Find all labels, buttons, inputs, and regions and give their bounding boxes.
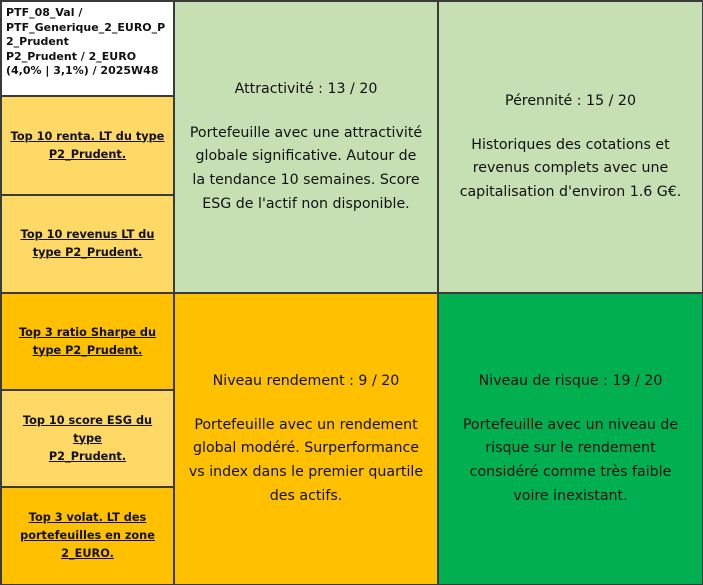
link-text-line[interactable]: Top 10 renta. LT du type — [10, 129, 165, 143]
quadrant-title: Niveau de risque : 19 / 20 — [478, 372, 663, 389]
quadrant-text — [460, 134, 682, 205]
quadrant-text-line: considéré comme très faible — [469, 464, 672, 480]
link-text-line[interactable]: type P2_Prudent. — [32, 343, 143, 357]
quadrant-text-line: global modéré. Surperformance — [193, 440, 419, 457]
header-line: PTF_Generique_2_EURO_P — [6, 20, 166, 34]
link-text[interactable] — [19, 324, 156, 360]
link-text-line[interactable]: Top 3 ratio Sharpe du — [18, 325, 157, 339]
link-text[interactable] — [20, 509, 155, 563]
quadrant-rendement — [174, 293, 438, 585]
quadrant-text-line: Portefeuille avec une attractivité — [189, 124, 423, 141]
quadrant-text — [463, 414, 678, 508]
quadrant-text-line: revenus complets avec une — [472, 160, 669, 177]
link-top10-renta[interactable] — [1, 96, 174, 195]
quadrant-title: Pérennité : 15 / 20 — [505, 92, 636, 109]
link-text[interactable] — [21, 226, 155, 262]
quadrant-text-line: risque sur le rendement — [485, 440, 656, 457]
link-top3-volat[interactable] — [1, 487, 174, 585]
quadrant-text — [190, 122, 422, 216]
quadrant-text-line: la tendance 10 semaines. Score — [192, 172, 420, 188]
quadrant-text-line: des actifs. — [269, 487, 343, 504]
link-text-line[interactable]: type P2_Prudent. — [32, 246, 143, 259]
link-text[interactable] — [11, 128, 165, 164]
quadrant-risque — [438, 293, 703, 585]
quadrant-text-line: Historiques des cotations et — [471, 136, 670, 153]
quadrant-title: Niveau rendement : 9 / 20 — [212, 372, 400, 389]
quadrant-text-line: voire inexistant. — [513, 487, 628, 504]
quadrant-text-line: capitalisation d'environ 1.6 G€. — [459, 183, 682, 200]
link-text-line[interactable]: P2_Prudent. — [48, 449, 127, 463]
quadrant-text — [189, 414, 423, 508]
link-top3-sharpe[interactable] — [1, 293, 174, 390]
link-text-line[interactable]: Top 10 score ESG du type — [22, 413, 153, 445]
link-top10-revenus[interactable] — [1, 195, 174, 293]
quadrant-text-line: ESG de l'actif non disponible. — [202, 195, 410, 212]
link-text-line[interactable]: 2_EURO. — [61, 547, 114, 560]
header-line: 2_Prudent — [6, 35, 69, 49]
quadrant-text-line: Portefeuille avec un rendement — [194, 416, 418, 433]
header-line: P2_Prudent / 2_EURO — [6, 49, 137, 63]
link-text-line[interactable]: portefeuilles en zone — [20, 529, 155, 542]
link-top10-esg[interactable] — [1, 390, 174, 487]
quadrant-title: Attractivité : 13 / 20 — [234, 80, 378, 97]
quadrant-text-line: vs index dans le premier quartile — [188, 464, 424, 480]
quadrant-text-line: globale significative. Autour de — [195, 148, 417, 165]
portfolio-header — [1, 1, 174, 96]
quadrant-perennite — [438, 1, 703, 293]
link-text-line[interactable]: P2_Prudent. — [48, 147, 127, 161]
link-text[interactable] — [8, 412, 167, 466]
header-line: (4,0% | 3,1%) / 2025W48 — [6, 64, 159, 78]
header-line: PTF_08_Val / — [6, 6, 83, 19]
link-text-line[interactable]: Top 3 volat. LT des — [28, 511, 147, 524]
link-text-line[interactable]: Top 10 revenus LT du — [20, 228, 155, 241]
quadrant-attractivite — [174, 1, 438, 293]
quadrant-text-line: Portefeuille avec un niveau de — [462, 416, 679, 433]
